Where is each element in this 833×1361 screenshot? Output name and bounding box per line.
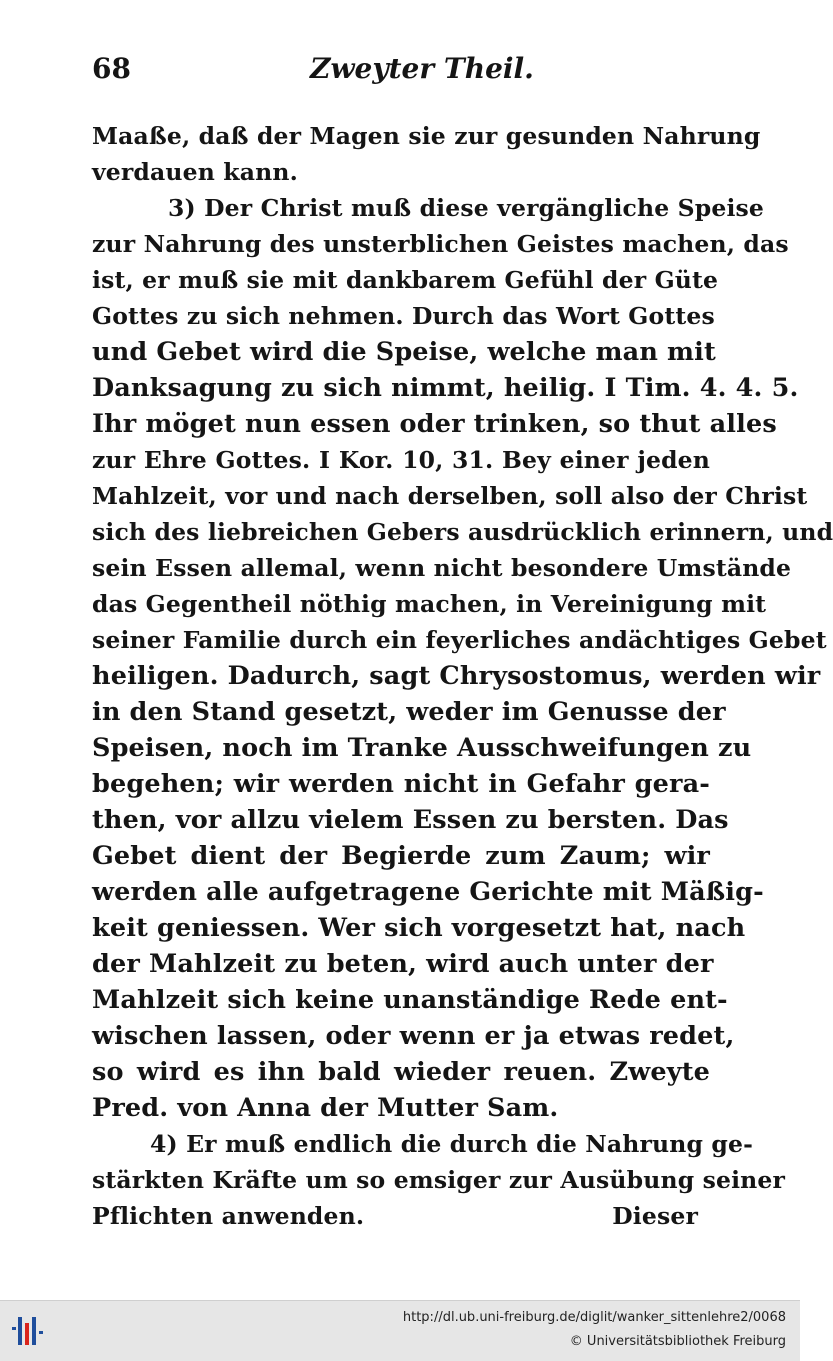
text-line: Danksagung zu sich nimmt, heilig. I Tim. 4. 4. 5. (92, 373, 799, 403)
text-line: werden alle aufgetragene Gerichte mit Mäßig- (92, 877, 764, 907)
text-line: so wird es ihn bald wieder reuen. Zweyte (92, 1057, 710, 1087)
text-line: verdauen kann. (92, 158, 298, 186)
text-line: sich des liebreichen Gebers ausdrücklich erinnern, und (92, 518, 833, 546)
text-line: und Gebet wird die Speise, welche man mit (92, 337, 716, 367)
text-line: Mahlzeit sich keine unanständige Rede ent- (92, 985, 728, 1015)
copyright-notice: © Universitätsbibliothek Freiburg (569, 1334, 786, 1349)
running-head (92, 52, 712, 96)
text-line: Ihr möget nun essen oder trinken, so thut alles (92, 409, 777, 439)
text-line: Gebet dient der Begierde zum Zaum; wir (92, 841, 710, 871)
text-line-content: Pflichten anwenden. (92, 1202, 365, 1230)
body-text (92, 118, 833, 1234)
last-text-line (92, 1198, 710, 1234)
text-line: seiner Familie durch ein feyerliches andächtiges Gebet (92, 626, 827, 654)
source-url[interactable]: http://dl.ub.uni-freiburg.de/diglit/wanker_sittenlehre2/0068 (402, 1310, 786, 1325)
paragraph-start-line: 4) Er muß endlich die durch die Nahrung ge- (150, 1130, 754, 1158)
footer-bar (0, 1300, 800, 1361)
text-line: zur Nahrung des unsterblichen Geistes machen, das (92, 230, 789, 258)
text-line: begehen; wir werden nicht in Gefahr gera- (92, 769, 710, 799)
text-line: ist, er muß sie mit dankbarem Gefühl der Güte (92, 266, 719, 294)
text-line: Pred. von Anna der Mutter Sam. (92, 1093, 559, 1123)
text-line: der Mahlzeit zu beten, wird auch unter der (92, 949, 714, 979)
ub-freiburg-logo-icon (10, 1313, 46, 1349)
text-line: zur Ehre Gottes. I Kor. 10, 31. Bey einer jeden (92, 446, 710, 474)
text-line: Mahlzeit, vor und nach derselben, soll also der Christ (92, 482, 808, 510)
text-line: in den Stand gesetzt, weder im Genusse der (92, 697, 726, 727)
catchword: Dieser (612, 1202, 698, 1230)
text-line: das Gegentheil nöthig machen, in Vereinigung mit (92, 590, 767, 618)
text-line: keit geniessen. Wer sich vorgesetzt hat, nach (92, 913, 746, 943)
text-line: Gottes zu sich nehmen. Durch das Wort Gottes (92, 302, 715, 330)
text-line: then, vor allzu vielem Essen zu bersten. Das (92, 805, 729, 835)
text-line: Maaße, daß der Magen sie zur gesunden Nahrung (92, 122, 761, 150)
text-line: sein Essen allemal, wenn nicht besondere Umstände (92, 554, 792, 582)
text-line: wischen lassen, oder wenn er ja etwas redet, (92, 1021, 735, 1051)
page-number: 68 (92, 52, 131, 85)
text-line: heiligen. Dadurch, sagt Chrysostomus, werden wir (92, 661, 821, 691)
text-line: Speisen, noch im Tranke Ausschweifungen zu (92, 733, 752, 763)
paragraph-start-line: 3) Der Christ muß diese vergängliche Speise (168, 194, 765, 222)
running-title: Zweyter Theil. (310, 52, 534, 85)
text-line: stärkten Kräfte um so emsiger zur Ausübung seiner (92, 1166, 786, 1194)
